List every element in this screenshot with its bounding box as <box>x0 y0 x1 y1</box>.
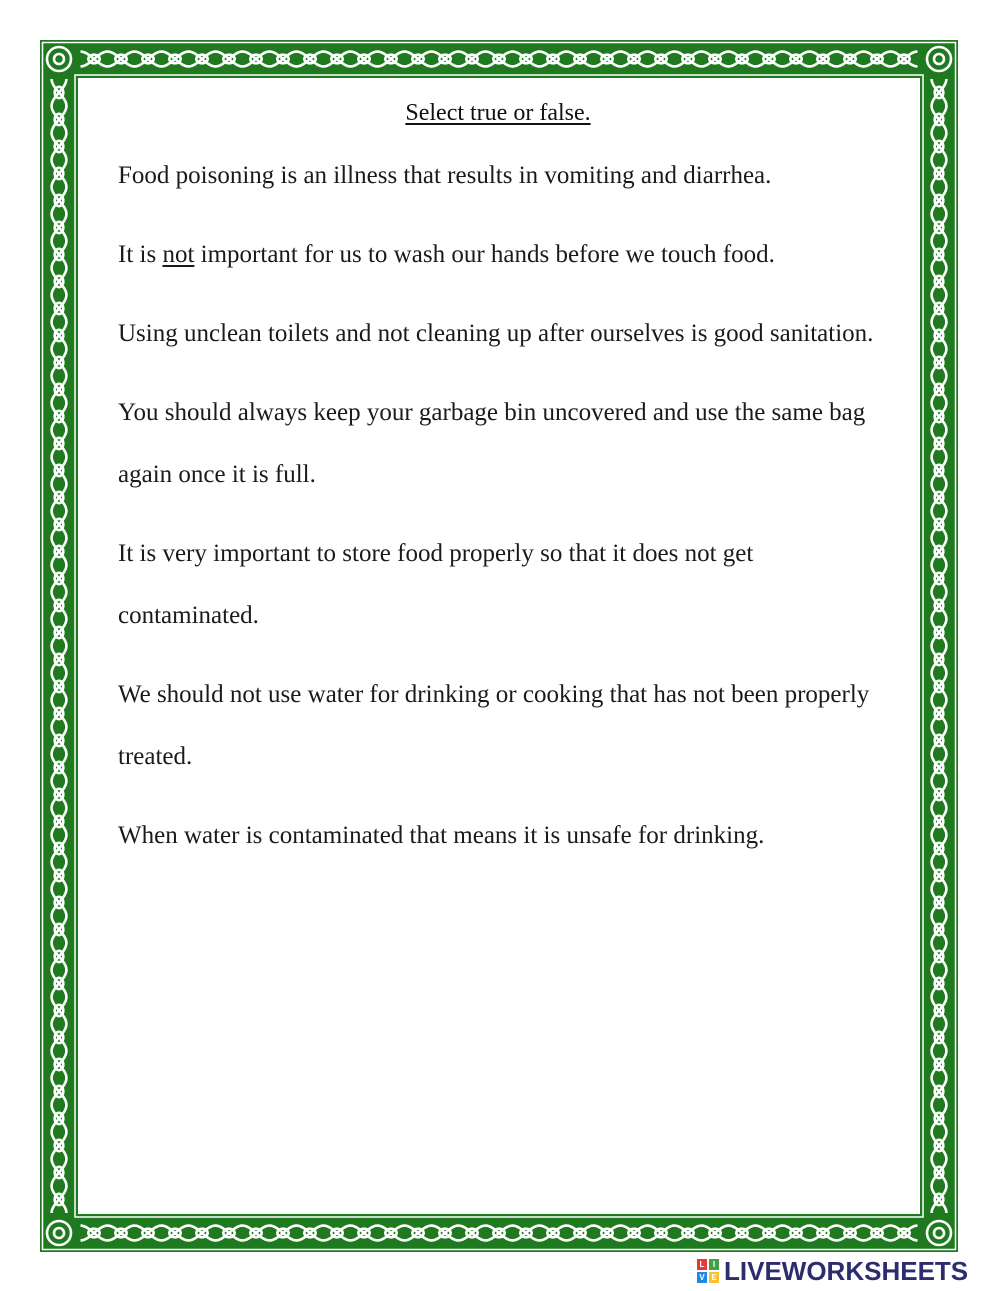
question-7[interactable]: When water is contaminated that means it is unsafe for drinking. <box>118 822 765 849</box>
question-5[interactable]: It is very important to store food properly so that it does not get contaminated. <box>118 540 754 629</box>
question-2-after: important for us to wash our hands before we touch food. <box>194 241 775 268</box>
question-2[interactable] <box>118 224 878 286</box>
question-6[interactable]: We should not use water for drinking or cooking that has not been properly treated. <box>118 681 870 770</box>
logo-letter-i: I <box>709 1259 719 1270</box>
question-2-before: It is <box>118 241 163 268</box>
logo-letter-v: V <box>697 1272 707 1283</box>
question-3[interactable]: Using unclean toilets and not cleaning up after ourselves is good sanitation. <box>118 320 874 347</box>
worksheet-content <box>118 100 878 884</box>
worksheet-title: Select true or false. <box>405 100 591 126</box>
brand-text: LIVEWORKSHEETS <box>724 1255 969 1286</box>
logo-letter-e: E <box>709 1272 719 1283</box>
question-2-underlined: not <box>162 241 195 268</box>
liveworksheets-brand <box>697 1256 968 1286</box>
liveworksheets-logo-icon <box>697 1259 719 1283</box>
question-4[interactable]: You should always keep your garbage bin uncovered and use the same bag again once it is full. <box>118 399 866 488</box>
question-1[interactable]: Food poisoning is an illness that results in vomiting and diarrhea. <box>118 162 772 189</box>
logo-letter-l: L <box>697 1259 707 1270</box>
